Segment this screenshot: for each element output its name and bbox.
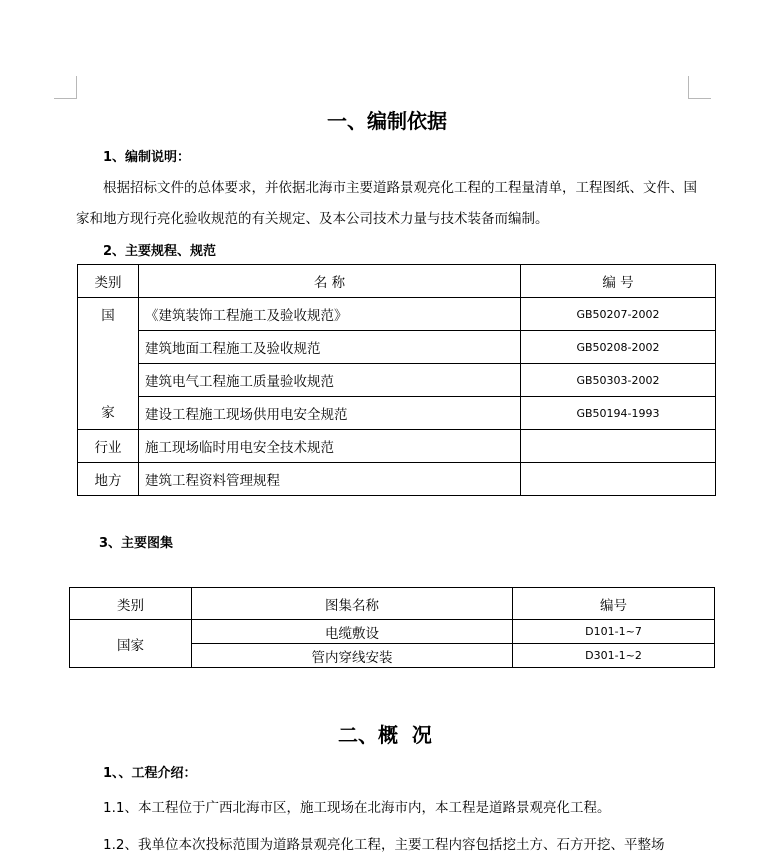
table-header-row: [70, 588, 715, 620]
reg-name: 施工现场临时用电安全技术规范: [139, 430, 521, 463]
category-industry: 行业: [78, 430, 139, 463]
atlas-category: 国家: [70, 620, 192, 668]
reg-name: 建筑电气工程施工质量验收规范: [139, 364, 521, 397]
header-type: 类别: [78, 265, 139, 298]
reg-code: GB50194-1993: [521, 397, 716, 430]
regulations-table: [77, 264, 716, 496]
header-name: 图集名称: [192, 588, 513, 620]
reg-name: 建设工程施工现场供用电安全规范: [139, 397, 521, 430]
reg-code: GB50207-2002: [521, 298, 716, 331]
atlas-code: D301-1~2: [513, 644, 715, 668]
table-row: [78, 397, 716, 430]
table-row: [70, 620, 715, 644]
reg-code: GB50208-2002: [521, 331, 716, 364]
paragraph-line-2: 家和地方现行亮化验收规范的有关规定、及本公司技术力量与技术装备而编制。: [76, 211, 549, 227]
reg-name: 《建筑装饰工程施工及验收规范》: [139, 298, 521, 331]
category-local: 地方: [78, 463, 139, 496]
reg-code: [521, 430, 716, 463]
header-code: 编 号: [521, 265, 716, 298]
page-margin-mark-right: [688, 76, 711, 99]
page-margin-mark-left: [54, 76, 77, 99]
paragraph-line-1: 根据招标文件的总体要求，并依据北海市主要道路景观亮化工程的工程量清单，工程图纸、文件、国: [103, 180, 697, 196]
header-name: 名 称: [139, 265, 521, 298]
paragraph-1-2: 1.2、我单位本次投标范围为道路景观亮化工程，主要工程内容包括挖土方、石方开挖、平整场: [103, 837, 665, 853]
reg-name: 建筑工程资料管理规程: [139, 463, 521, 496]
atlas-name: 电缆敷设: [192, 620, 513, 644]
section-2-1-heading: 1、、工程介绍：: [103, 766, 197, 781]
section-1-1-heading: 1、编制说明：: [103, 150, 191, 165]
section-1-2-heading: 2、主要规程、规范: [103, 244, 217, 259]
atlas-code: D101-1~7: [513, 620, 715, 644]
atlas-name: 管内穿线安装: [192, 644, 513, 668]
table-row: [78, 463, 716, 496]
reg-code: [521, 463, 716, 496]
atlas-table: [69, 587, 715, 668]
header-code: 编号: [513, 588, 715, 620]
paragraph-1-1: 1.1、本工程位于广西北海市区，施工现场在北海市内，本工程是道路景观亮化工程。: [103, 800, 611, 816]
table-row: [78, 331, 716, 364]
category-national-cell: [78, 298, 139, 430]
header-type: 类别: [70, 588, 192, 620]
table-row: [78, 364, 716, 397]
table-row: [78, 298, 716, 331]
section-2-title: 二、概 况: [338, 723, 432, 747]
category-label-bottom: 家: [101, 405, 115, 421]
reg-code: GB50303-2002: [521, 364, 716, 397]
section-1-3-heading: 3、主要图集: [99, 536, 174, 551]
table-row: [78, 430, 716, 463]
table-header-row: [78, 265, 716, 298]
section-1-title: 一、编制依据: [327, 109, 447, 133]
reg-name: 建筑地面工程施工及验收规范: [139, 331, 521, 364]
category-label-top: 国: [101, 308, 115, 324]
